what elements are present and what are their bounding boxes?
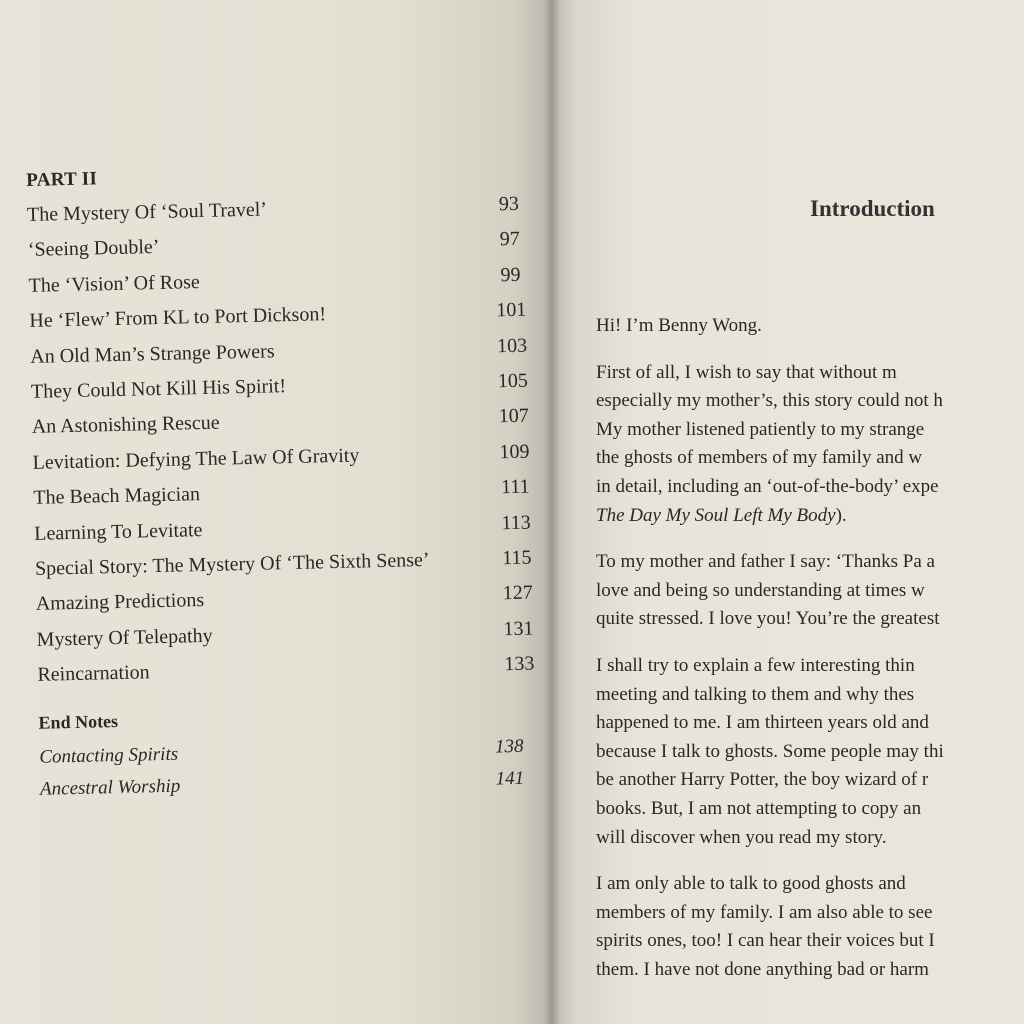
text-line: First of all, I wish to say that without m — [596, 361, 897, 383]
toc-page-number: 93 — [498, 192, 520, 216]
book-gutter — [544, 0, 560, 1024]
introduction-paragraphs — [596, 359, 1024, 985]
text-line: especially my mother’s, this story could not h — [596, 390, 943, 412]
toc-page-number: 127 — [502, 581, 533, 605]
text-line: will discover when you read my story. — [596, 826, 887, 848]
text-line: love and being so understanding at times w — [596, 579, 925, 601]
paragraph — [596, 652, 1024, 852]
toc-entry-title: Amazing Predictions — [35, 589, 205, 616]
text-line: quite stressed. I love you! You’re the greatest — [596, 608, 940, 630]
toc-entry-title: An Old Man’s Strange Powers — [29, 339, 275, 368]
toc-entry-title: Special Story: The Mystery Of ‘The Sixth Sense’ — [34, 548, 430, 580]
paragraph — [596, 870, 1024, 984]
end-notes-heading: End Notes — [38, 711, 119, 734]
paragraph — [596, 359, 1024, 531]
right-page — [552, 0, 1024, 1024]
toc-page-number: 99 — [500, 263, 521, 286]
toc-page-number: 113 — [501, 511, 531, 534]
toc-entry-title: He ‘Flew’ From KL to Port Dickson! — [29, 303, 327, 333]
toc-page-number: 131 — [503, 617, 534, 640]
end-notes-list — [37, 731, 552, 807]
text-line: because I talk to ghosts. Some people may thi — [596, 740, 944, 762]
toc-page-number: 141 — [495, 768, 525, 790]
toc-list — [25, 186, 552, 693]
part-heading: PART II — [25, 168, 98, 191]
text-line: them. I have not done anything bad or harm — [596, 958, 929, 980]
toc-entry-title: An Astonishing Rescue — [31, 411, 220, 439]
toc-page-number: 109 — [499, 440, 530, 464]
toc-page-number: 103 — [496, 334, 528, 357]
toc-page-number: 105 — [497, 369, 529, 393]
toc-entry-title: Contacting Spirits — [39, 744, 179, 769]
toc-entry-title: Levitation: Defying The Law Of Gravity — [32, 444, 360, 474]
text-line: meeting and talking to them and why thes — [596, 683, 915, 705]
text-line: members of my family. I am also able to see — [596, 901, 933, 923]
toc-page-number: 107 — [498, 404, 529, 428]
toc-entry-title: The Mystery Of ‘Soul Travel’ — [26, 198, 268, 226]
toc-page-number: 101 — [496, 298, 527, 322]
toc-entry-title: They Could Not Kill His Spirit! — [30, 375, 287, 403]
text-line: be another Harry Potter, the boy wizard of r — [596, 769, 929, 791]
toc-entry-title: Mystery Of Telepathy — [36, 624, 213, 651]
toc-page-number: 138 — [494, 736, 524, 758]
text-line: The Day My Soul Left My Body). — [596, 504, 847, 526]
text-line: I am only able to talk to good ghosts and — [596, 873, 906, 895]
text-line: My mother listened patiently to my strange — [596, 418, 925, 440]
text-line: I shall try to explain a few interesting thin — [596, 654, 915, 676]
toc-entry-title: The ‘Vision’ Of Rose — [28, 270, 201, 297]
toc-entry-title: Reincarnation — [37, 661, 150, 686]
book-title-reference: The Day My Soul Left My Body — [596, 504, 836, 526]
toc-entry-title: The Beach Magician — [33, 483, 201, 509]
toc-page-number: 115 — [502, 546, 532, 570]
table-of-contents — [24, 158, 552, 806]
toc-entry-title: Ancestral Worship — [39, 776, 181, 801]
text-line: the ghosts of members of my family and w — [596, 447, 923, 469]
text-line: spirits ones, too! I can hear their voices but I — [596, 930, 935, 952]
text-line: in detail, including an ‘out-of-the-body’ expe — [596, 475, 939, 497]
paragraph — [596, 548, 1024, 634]
toc-page-number: 111 — [500, 475, 530, 499]
text-line: To my mother and father I say: ‘Thanks Pa a — [596, 551, 935, 573]
text-line: books. But, I am not attempting to copy an — [596, 797, 922, 819]
greeting-line: Hi! I’m Benny Wong. — [596, 315, 762, 336]
toc-entry-title: ‘Seeing Double’ — [27, 236, 160, 262]
toc-page-number: 97 — [499, 228, 520, 251]
text-line: happened to me. I am thirteen years old and — [596, 712, 929, 734]
toc-entry-title: Learning To Levitate — [33, 518, 203, 545]
page-title: Introduction — [810, 196, 935, 221]
toc-page-number: 133 — [504, 652, 535, 676]
introduction-body — [596, 312, 1024, 1002]
